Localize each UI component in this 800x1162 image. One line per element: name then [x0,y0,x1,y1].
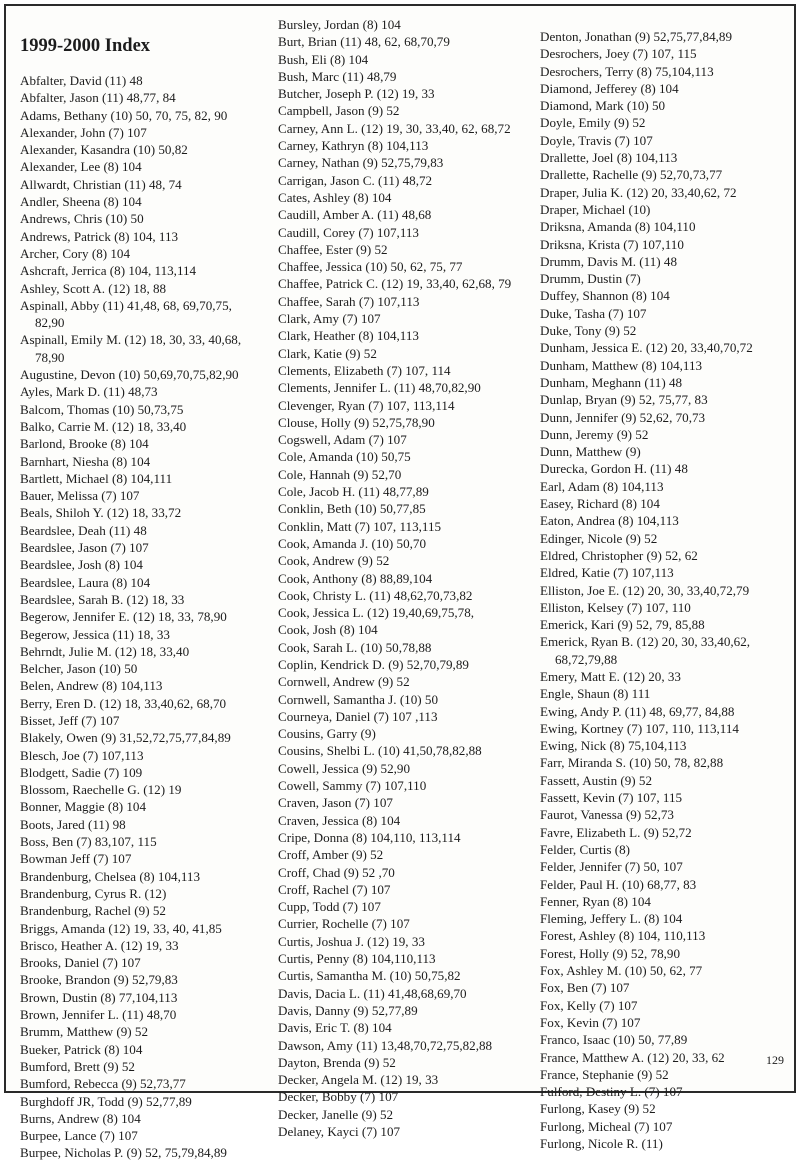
index-entry: Caudill, Corey (7) 107,113 [278,224,419,240]
index-entry: Dunham, Jessica E. (12) 20, 33,40,70,72 [540,340,753,356]
index-entry: Ewing, Nick (8) 75,104,113 [540,738,687,754]
index-entry: Fox, Ashley M. (10) 50, 62, 77 [540,963,703,979]
index-entry: Chaffee, Ester (9) 52 [278,241,388,257]
index-entry: Dunlap, Bryan (9) 52, 75,77, 83 [540,392,708,408]
index-entry: Clark, Katie (9) 52 [278,345,377,361]
index-entry: Balcom, Thomas (10) 50,73,75 [20,401,184,417]
index-entry: Cook, Sarah L. (10) 50,78,88 [278,639,432,655]
index-entry: Emerick, Kari (9) 52, 79, 85,88 [540,617,705,633]
index-entry: Craven, Jason (7) 107 [278,795,393,811]
index-entry: Clements, Elizabeth (7) 107, 114 [278,362,451,378]
index-entry: Bonner, Maggie (8) 104 [20,799,147,815]
index-entry: Eaton, Andrea (8) 104,113 [540,513,679,529]
index-entry: Ewing, Andy P. (11) 48, 69,77, 84,88 [540,703,735,719]
index-entry: Ayles, Mark D. (11) 48,73 [20,384,158,400]
index-entry: Balko, Carrie M. (12) 18, 33,40 [20,418,187,434]
index-entry: Felder, Curtis (8) [540,841,631,857]
index-entry: Eldred, Christopher (9) 52, 62 [540,547,698,563]
index-entry: Brandenburg, Cyrus R. (12) [20,885,167,901]
index-entry: Bumford, Rebecca (9) 52,73,77 [20,1076,186,1092]
index-entry: Fox, Kevin (7) 107 [540,1014,641,1030]
index-entry: Ewing, Kortney (7) 107, 110, 113,114 [540,720,739,736]
index-entry: Fleming, Jeffery L. (8) 104 [540,911,683,927]
index-entry: Clark, Heather (8) 104,113 [278,328,419,344]
index-entry: Fox, Kelly (7) 107 [540,997,638,1013]
index-entry: 78,90 [35,349,65,365]
index-entry: Fulford, Destiny L. (7) 107 [540,1084,683,1100]
index-entry: 68,72,79,88 [555,651,618,667]
index-entry: Drallette, Rachelle (9) 52,70,73,77 [540,167,723,183]
page-number: 129 [766,1053,784,1067]
index-entry: Campbell, Jason (9) 52 [278,103,400,119]
index-entry: Blossom, Raechelle G. (12) 19 [20,782,182,798]
index-entry: Fassett, Kevin (7) 107, 115 [540,790,683,806]
index-entry: Delaney, Kayci (7) 107 [278,1124,401,1139]
index-entry: Conklin, Beth (10) 50,77,85 [278,501,426,517]
index-entry: Allwardt, Christian (11) 48, 74 [20,176,182,192]
index-entry: Carney, Nathan (9) 52,75,79,83 [278,155,444,171]
index-entry: Franco, Isaac (10) 50, 77,89 [540,1032,688,1048]
index-entry: Diamond, Mark (10) 50 [540,98,666,114]
index-entry: Cripe, Donna (8) 104,110, 113,114 [278,829,461,845]
index-entry: Carrigan, Jason C. (11) 48,72 [278,172,433,188]
index-entry: Croff, Amber (9) 52 [278,847,384,863]
index-entry: Elliston, Kelsey (7) 107, 110 [540,599,691,615]
index-entry: Barnhart, Niesha (8) 104 [20,453,151,469]
index-entry: Brandenburg, Chelsea (8) 104,113 [20,868,201,884]
index-entry: Clark, Amy (7) 107 [278,311,381,327]
index-entry: Cousins, Shelbi L. (10) 41,50,78,82,88 [278,743,482,759]
index-entry: Cook, Anthony (8) 88,89,104 [278,570,433,586]
index-entry: Brisco, Heather A. (12) 19, 33 [20,937,179,953]
index-entry: Cook, Josh (8) 104 [278,622,378,638]
index-entry: Bush, Eli (8) 104 [278,51,369,67]
index-entry: Duke, Tony (9) 52 [540,323,637,339]
index-entry: France, Stephanie (9) 52 [540,1066,669,1082]
index-entry: Alexander, Lee (8) 104 [20,159,142,175]
index-entry: Drumm, Davis M. (11) 48 [540,253,677,269]
index-entry: Belcher, Jason (10) 50 [20,661,138,677]
index-entry: Begerow, Jennifer E. (12) 18, 33, 78,90 [20,609,227,625]
index-entry: Desrochers, Terry (8) 75,104,113 [540,63,714,79]
index-entry: Adams, Bethany (10) 50, 70, 75, 82, 90 [20,107,228,123]
index-entry: Coplin, Kendrick D. (9) 52,70,79,89 [278,656,469,672]
index-entry: Bush, Marc (11) 48,79 [278,68,397,84]
index-entry: Dunn, Jeremy (9) 52 [540,426,649,442]
index-column-1 [20,72,241,1162]
index-entry: Fenner, Ryan (8) 104 [540,893,651,909]
index-entry: Cole, Hannah (9) 52,70 [278,466,402,482]
index-entry: Andrews, Chris (10) 50 [20,211,144,227]
index-entry: Forest, Holly (9) 52, 78,90 [540,945,681,961]
index-entry: Cook, Jessica L. (12) 19,40,69,75,78, [278,605,475,621]
index-entry: Felder, Paul H. (10) 68,77, 83 [540,876,697,892]
index-entry: Barlond, Brooke (8) 104 [20,436,149,452]
index-entry: Alexander, John (7) 107 [20,124,147,140]
index-entry: Draper, Julia K. (12) 20, 33,40,62, 72 [540,184,737,200]
index-entry: Beardslee, Josh (8) 104 [20,557,143,573]
index-entry: Driksna, Amanda (8) 104,110 [540,219,696,235]
index-entry: Faurot, Vanessa (9) 52,73 [540,807,674,823]
index-entry: Burt, Brian (11) 48, 62, 68,70,79 [278,34,450,50]
index-entry: Brandenburg, Rachel (9) 52 [20,903,166,919]
index-entry: Diamond, Jefferey (8) 104 [540,80,679,96]
index-entry: Beardslee, Sarah B. (12) 18, 33 [20,591,185,607]
index-entry: Cates, Ashley (8) 104 [278,189,392,205]
index-entry: Decker, Bobby (7) 107 [278,1089,399,1105]
index-entry: Dunham, Meghann (11) 48 [540,374,683,390]
index-entry: Aspinall, Emily M. (12) 18, 30, 33, 40,68, [20,332,242,348]
index-entry: Desrochers, Joey (7) 107, 115 [540,46,697,62]
index-entry: Brown, Jennifer L. (11) 48,70 [20,1007,177,1023]
index-entry: Clouse, Holly (9) 52,75,78,90 [278,414,435,430]
index-entry: Cupp, Todd (7) 107 [278,899,381,915]
index-entry: Edinger, Nicole (9) 52 [540,530,658,546]
index-entry: Briggs, Amanda (12) 19, 33, 40, 41,85 [20,920,222,936]
index-entry: Earl, Adam (8) 104,113 [540,478,664,494]
index-entry: Doyle, Emily (9) 52 [540,115,646,131]
index-entry: Emerick, Ryan B. (12) 20, 30, 33,40,62, [540,634,751,650]
index-entry: Drallette, Joel (8) 104,113 [540,150,678,166]
index-entry: Caudill, Amber A. (11) 48,68 [278,207,432,223]
index-entry: Croff, Chad (9) 52 ,70 [278,864,395,880]
index-entry: Dawson, Amy (11) 13,48,70,72,75,82,88 [278,1037,493,1053]
index-entry: Burpee, Nicholas P. (9) 52, 75,79,84,89 [20,1145,227,1161]
index-entry: Dunham, Matthew (8) 104,113 [540,357,703,373]
index-entry: Favre, Elizabeth L. (9) 52,72 [540,824,692,840]
index-entry: Drumm, Dustin (7) [540,271,641,287]
index-entry: Augustine, Devon (10) 50,69,70,75,82,90 [20,367,239,383]
index-entry: France, Matthew A. (12) 20, 33, 62 [540,1049,725,1065]
index-entry: Cole, Jacob H. (11) 48,77,89 [278,484,429,500]
index-entry: Dunn, Matthew (9) [540,444,641,460]
index-entry: Archer, Cory (8) 104 [20,245,131,261]
index-entry: Eldred, Katie (7) 107,113 [540,565,674,581]
index-entry: Berry, Eren D. (12) 18, 33,40,62, 68,70 [20,695,227,711]
index-entry: Bowman Jeff (7) 107 [20,851,132,867]
index-entry: Alexander, Kasandra (10) 50,82 [20,142,188,158]
index-entry: 82,90 [35,315,65,331]
index-entry: Doyle, Travis (7) 107 [540,132,653,148]
index-entry: Durecka, Gordon H. (11) 48 [540,461,688,477]
index-entry: Cornwell, Andrew (9) 52 [278,674,410,690]
index-entry: Cook, Andrew (9) 52 [278,553,390,569]
index-entry: Brown, Dustin (8) 77,104,113 [20,989,178,1005]
index-entry: Abfalter, David (11) 48 [20,73,143,88]
index-entry: Belen, Andrew (8) 104,113 [20,678,163,694]
index-entry: Ashley, Scott A. (12) 18, 88 [20,280,167,296]
index-entry: Davis, Dacia L. (11) 41,48,68,69,70 [278,985,467,1001]
index-entry: Dunn, Jennifer (9) 52,62, 70,73 [540,409,706,425]
index-entry: Boss, Ben (7) 83,107, 115 [20,834,157,850]
index-entry: Furlong, Nicole R. (11) [540,1136,663,1151]
index-entry: Emery, Matt E. (12) 20, 33 [540,668,681,684]
index-entry: Curtis, Samantha M. (10) 50,75,82 [278,968,461,984]
index-entry: Behrndt, Julie M. (12) 18, 33,40 [20,643,190,659]
index-entry: Curtis, Penny (8) 104,110,113 [278,951,436,967]
index-entry: Bisset, Jeff (7) 107 [20,712,120,728]
index-entry: Cowell, Sammy (7) 107,110 [278,778,427,794]
index-entry: Chaffee, Jessica (10) 50, 62, 75, 77 [278,259,463,275]
index-entry: Brooke, Brandon (9) 52,79,83 [20,972,178,988]
index-entry: Croff, Rachel (7) 107 [278,881,391,897]
index-entry: Draper, Michael (10) [540,201,651,217]
index-entry: Courneya, Daniel (7) 107 ,113 [278,708,438,724]
index-entry: Beardslee, Jason (7) 107 [20,540,149,556]
index-entry: Duke, Tasha (7) 107 [540,305,647,321]
index-entry: Clements, Jennifer L. (11) 48,70,82,90 [278,380,481,396]
index-entry: Abfalter, Jason (11) 48,77, 84 [20,90,176,106]
index-entry: Burns, Andrew (8) 104 [20,1110,141,1126]
index-entry: Bueker, Patrick (8) 104 [20,1041,143,1057]
index-entry: Blodgett, Sadie (7) 109 [20,764,143,780]
index-entry: Beardslee, Laura (8) 104 [20,574,151,590]
index-entry: Cogswell, Adam (7) 107 [278,432,407,448]
index-entry: Curtis, Joshua J. (12) 19, 33 [278,933,425,949]
index-entry: Decker, Janelle (9) 52 [278,1106,394,1122]
index-entry: Dayton, Brenda (9) 52 [278,1054,396,1070]
index-entry: Bartlett, Michael (8) 104,111 [20,470,173,486]
index-entry: Davis, Eric T. (8) 104 [278,1020,392,1036]
index-entry: Conklin, Matt (7) 107, 113,115 [278,518,442,534]
index-entry: Burghdoff JR, Todd (9) 52,77,89 [20,1093,192,1109]
index-entry: Brumm, Matthew (9) 52 [20,1024,149,1040]
index-entry: Craven, Jessica (8) 104 [278,812,401,828]
index-entry: Driksna, Krista (7) 107,110 [540,236,684,252]
index-entry: Cole, Amanda (10) 50,75 [278,449,411,465]
index-entry: Boots, Jared (11) 98 [20,816,126,832]
index-entry: Beals, Shiloh Y. (12) 18, 33,72 [20,505,182,521]
index-entry: Furlong, Kasey (9) 52 [540,1101,656,1117]
index-column-3 [540,28,753,1152]
index-entry: Cousins, Garry (9) [278,726,376,742]
index-entry: Bauer, Melissa (7) 107 [20,488,140,504]
index-entry: Cook, Amanda J. (10) 50,70 [278,535,427,551]
index-entry: Brooks, Daniel (7) 107 [20,955,141,971]
index-title: 1999-2000 Index [20,36,151,56]
index-entry: Cornwell, Samantha J. (10) 50 [278,691,439,707]
index-entry: Easey, Richard (8) 104 [540,496,660,512]
index-entry: Duffey, Shannon (8) 104 [540,288,670,304]
index-entry: Decker, Angela M. (12) 19, 33 [278,1072,439,1088]
index-entry: Felder, Jennifer (7) 50, 107 [540,859,683,875]
index-entry: Aspinall, Abby (11) 41,48, 68, 69,70,75, [20,297,232,313]
index-entry: Burpee, Lance (7) 107 [20,1128,138,1144]
index-entry: Engle, Shaun (8) 111 [540,686,651,702]
index-entry: Ashcraft, Jerrica (8) 104, 113,114 [20,263,197,279]
index-entry: Davis, Danny (9) 52,77,89 [278,1002,418,1018]
index-entry: Cook, Christy L. (11) 48,62,70,73,82 [278,587,473,603]
index-entry: Bursley, Jordan (8) 104 [278,17,401,32]
index-entry: Forest, Ashley (8) 104, 110,113 [540,928,706,944]
index-entry: Fassett, Austin (9) 52 [540,772,653,788]
index-entry: Bumford, Brett (9) 52 [20,1058,135,1074]
index-entry: Andler, Sheena (8) 104 [20,194,142,210]
index-entry: Carney, Kathryn (8) 104,113 [278,138,429,154]
index-entry: Butcher, Joseph P. (12) 19, 33 [278,86,435,102]
index-entry: Andrews, Patrick (8) 104, 113 [20,228,179,244]
index-entry: Furlong, Micheal (7) 107 [540,1118,673,1134]
index-entry: Farr, Miranda S. (10) 50, 78, 82,88 [540,755,724,771]
index-entry: Blesch, Joe (7) 107,113 [20,747,144,763]
index-entry: Fox, Ben (7) 107 [540,980,630,996]
index-entry: Cowell, Jessica (9) 52,90 [278,760,411,776]
index-entry: Beardslee, Deah (11) 48 [20,522,147,538]
index-column-2 [278,16,511,1140]
index-entry: Chaffee, Sarah (7) 107,113 [278,293,420,309]
index-entry: Begerow, Jessica (11) 18, 33 [20,626,170,642]
index-entry: Clevenger, Ryan (7) 107, 113,114 [278,397,455,413]
index-page [4,4,796,1161]
index-entry: Elliston, Joe E. (12) 20, 30, 33,40,72,79 [540,582,750,598]
index-entry: Currier, Rochelle (7) 107 [278,916,410,932]
index-entry: Carney, Ann L. (12) 19, 30, 33,40, 62, 68,72 [278,120,511,136]
index-entry: Chaffee, Patrick C. (12) 19, 33,40, 62,68, 79 [278,276,512,292]
index-entry: Blakely, Owen (9) 31,52,72,75,77,84,89 [20,730,231,746]
index-entry: Denton, Jonathan (9) 52,75,77,84,89 [540,29,733,44]
